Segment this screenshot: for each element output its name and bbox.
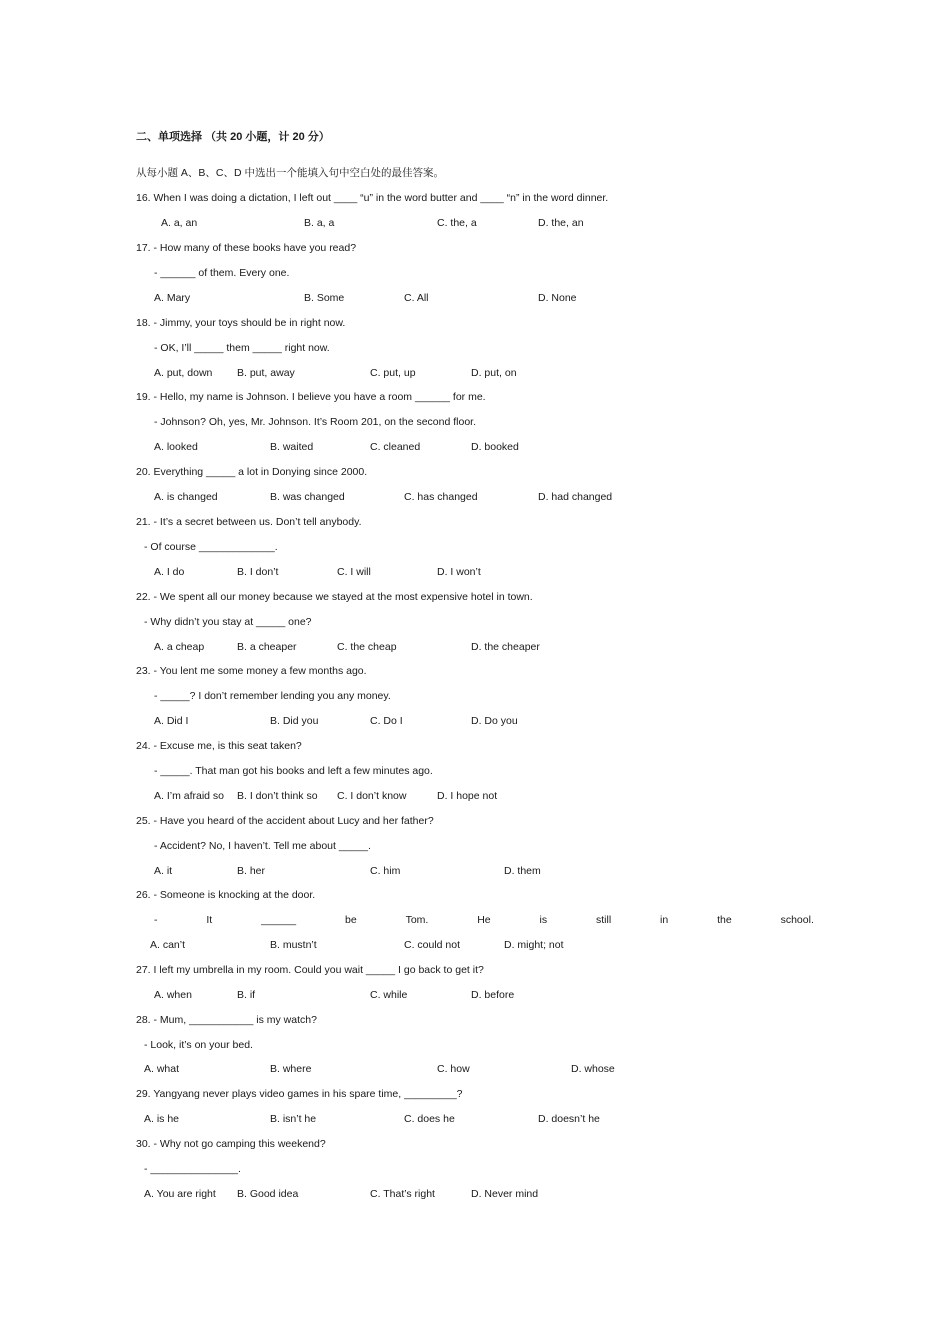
q25-option-d: D. them bbox=[504, 865, 541, 877]
question-29-stem: 29. Yangyang never plays video games in his spare time, _________? bbox=[136, 1088, 463, 1100]
question-25-stem: 25. - Have you heard of the accident about Lucy and her father? bbox=[136, 815, 434, 827]
q30-option-c: C. That’s right bbox=[370, 1188, 435, 1200]
q22-option-d: D. the cheaper bbox=[471, 641, 540, 653]
question-28-stem: 28. - Mum, ___________ is my watch? bbox=[136, 1014, 317, 1026]
q16-option-a: A. a, an bbox=[161, 217, 198, 229]
q19-option-a: A. looked bbox=[154, 441, 198, 453]
question-30-stem: 30. - Why not go camping this weekend? bbox=[136, 1138, 326, 1150]
q18-option-a: A. put, down bbox=[154, 367, 213, 379]
question-26-stem: 26. - Someone is knocking at the door. bbox=[136, 889, 316, 901]
q26-option-b: B. mustn’t bbox=[270, 939, 317, 951]
question-20-stem: 20. Everything _____ a lot in Donying since 2000. bbox=[136, 466, 368, 478]
q20-option-a: A. is changed bbox=[154, 491, 218, 503]
q28-option-d: D. whose bbox=[571, 1063, 615, 1075]
q26-reply-word: Tom. bbox=[405, 914, 429, 926]
question-18-reply: - OK, I’ll _____ them _____ right now. bbox=[154, 342, 330, 354]
question-22-reply: - Why didn’t you stay at _____ one? bbox=[144, 616, 312, 628]
q18-option-c: C. put, up bbox=[370, 367, 416, 379]
q26-reply-word: school. bbox=[780, 914, 814, 926]
q29-option-a: A. is he bbox=[144, 1113, 180, 1125]
q16-option-c: C. the, a bbox=[437, 217, 477, 229]
question-24-stem: 24. - Excuse me, is this seat taken? bbox=[136, 740, 302, 752]
question-18-stem: 18. - Jimmy, your toys should be in right now. bbox=[136, 317, 346, 329]
q22-option-c: C. the cheap bbox=[337, 641, 397, 653]
question-27-stem: 27. I left my umbrella in my room. Could you wait _____ I go back to get it? bbox=[136, 964, 484, 976]
q27-option-d: D. before bbox=[471, 989, 515, 1001]
question-19-reply: - Johnson? Oh, yes, Mr. Johnson. It’s Room 201, on the second floor. bbox=[154, 416, 476, 428]
q18-option-b: B. put, away bbox=[237, 367, 295, 379]
q30-option-a: A. You are right bbox=[144, 1188, 216, 1200]
q21-option-b: B. I don’t bbox=[237, 566, 279, 578]
q26-reply-word: the bbox=[717, 914, 732, 926]
q19-option-d: D. booked bbox=[471, 441, 519, 453]
q21-option-a: A. I do bbox=[154, 566, 185, 578]
q26-option-a: A. can’t bbox=[150, 939, 186, 951]
q29-option-d: D. doesn’t he bbox=[538, 1113, 600, 1125]
question-23-stem: 23. - You lent me some money a few months ago. bbox=[136, 665, 367, 677]
q24-option-b: B. I don’t think so bbox=[237, 790, 318, 802]
q18-option-d: D. put, on bbox=[471, 367, 517, 379]
q23-option-b: B. Did you bbox=[270, 715, 319, 727]
q17-option-c: C. All bbox=[404, 292, 429, 304]
question-24-reply: - _____. That man got his books and left a few minutes ago. bbox=[154, 765, 433, 777]
q28-option-a: A. what bbox=[144, 1063, 180, 1075]
q28-option-b: B. where bbox=[270, 1063, 312, 1075]
q23-option-c: C. Do I bbox=[370, 715, 403, 727]
q25-option-c: C. him bbox=[370, 865, 401, 877]
question-28-reply: - Look, it’s on your bed. bbox=[144, 1039, 253, 1051]
instruction: 从每小题 A、B、C、D 中选出一个能填入句中空白处的最佳答案。 bbox=[136, 167, 445, 179]
q22-option-b: B. a cheaper bbox=[237, 641, 297, 653]
q26-reply-word: It bbox=[206, 914, 213, 926]
question-23-reply: - _____? I don’t remember lending you any money. bbox=[154, 690, 391, 702]
q26-reply-word: in bbox=[660, 914, 669, 926]
q22-option-a: A. a cheap bbox=[154, 641, 205, 653]
q17-option-a: A. Mary bbox=[154, 292, 191, 304]
q21-option-c: C. I will bbox=[337, 566, 371, 578]
question-17-stem: 17. - How many of these books have you read? bbox=[136, 242, 357, 254]
q19-option-b: B. waited bbox=[270, 441, 314, 453]
q30-option-d: D. Never mind bbox=[471, 1188, 539, 1200]
q21-option-d: D. I won’t bbox=[437, 566, 481, 578]
q25-option-b: B. her bbox=[237, 865, 266, 877]
q24-option-d: D. I hope not bbox=[437, 790, 498, 802]
q26-reply-word: ______ bbox=[261, 914, 297, 926]
q24-option-c: C. I don’t know bbox=[337, 790, 407, 802]
q20-option-c: C. has changed bbox=[404, 491, 478, 503]
question-21-reply: - Of course _____________. bbox=[144, 541, 278, 553]
q26-option-d: D. might; not bbox=[504, 939, 564, 951]
q29-option-b: B. isn’t he bbox=[270, 1113, 317, 1125]
question-26-reply bbox=[154, 913, 814, 927]
question-25-reply: - Accident? No, I haven’t. Tell me about _____. bbox=[154, 840, 371, 852]
q23-option-d: D. Do you bbox=[471, 715, 518, 727]
q26-reply-word: is bbox=[539, 914, 548, 926]
q23-option-a: A. Did I bbox=[154, 715, 189, 727]
q26-reply-word: still bbox=[596, 914, 612, 926]
q17-option-d: D. None bbox=[538, 292, 577, 304]
question-22-stem: 22. - We spent all our money because we stayed at the most expensive hotel in town. bbox=[136, 591, 533, 603]
question-16-stem: 16. When I was doing a dictation, I left out ____ “u” in the word butter and ____ “n” in the word dinner. bbox=[136, 192, 609, 204]
question-19-stem: 19. - Hello, my name is Johnson. I believe you have a room ______ for me. bbox=[136, 391, 486, 403]
question-17-reply: - ______ of them. Every one. bbox=[154, 267, 290, 279]
q19-option-c: C. cleaned bbox=[370, 441, 421, 453]
q29-option-c: C. does he bbox=[404, 1113, 455, 1125]
q20-option-b: B. was changed bbox=[270, 491, 345, 503]
q26-reply-word: - bbox=[154, 914, 158, 926]
q26-option-c: C. could not bbox=[404, 939, 461, 951]
q27-option-b: B. if bbox=[237, 989, 256, 1001]
q25-option-a: A. it bbox=[154, 865, 173, 877]
q24-option-a: A. I’m afraid so bbox=[154, 790, 225, 802]
q26-reply-word: He bbox=[477, 914, 491, 926]
section-title: 二、单项选择 （共 20 小题，计 20 分） bbox=[136, 131, 330, 143]
q16-option-b: B. a, a bbox=[304, 217, 335, 229]
q28-option-c: C. how bbox=[437, 1063, 470, 1075]
q27-option-c: C. while bbox=[370, 989, 408, 1001]
question-21-stem: 21. - It’s a secret between us. Don’t tell anybody. bbox=[136, 516, 362, 528]
q27-option-a: A. when bbox=[154, 989, 192, 1001]
q26-reply-word: be bbox=[345, 914, 357, 926]
q17-option-b: B. Some bbox=[304, 292, 345, 304]
q16-option-d: D. the, an bbox=[538, 217, 584, 229]
q20-option-d: D. had changed bbox=[538, 491, 613, 503]
q30-option-b: B. Good idea bbox=[237, 1188, 299, 1200]
question-30-reply: - _______________. bbox=[144, 1163, 241, 1175]
